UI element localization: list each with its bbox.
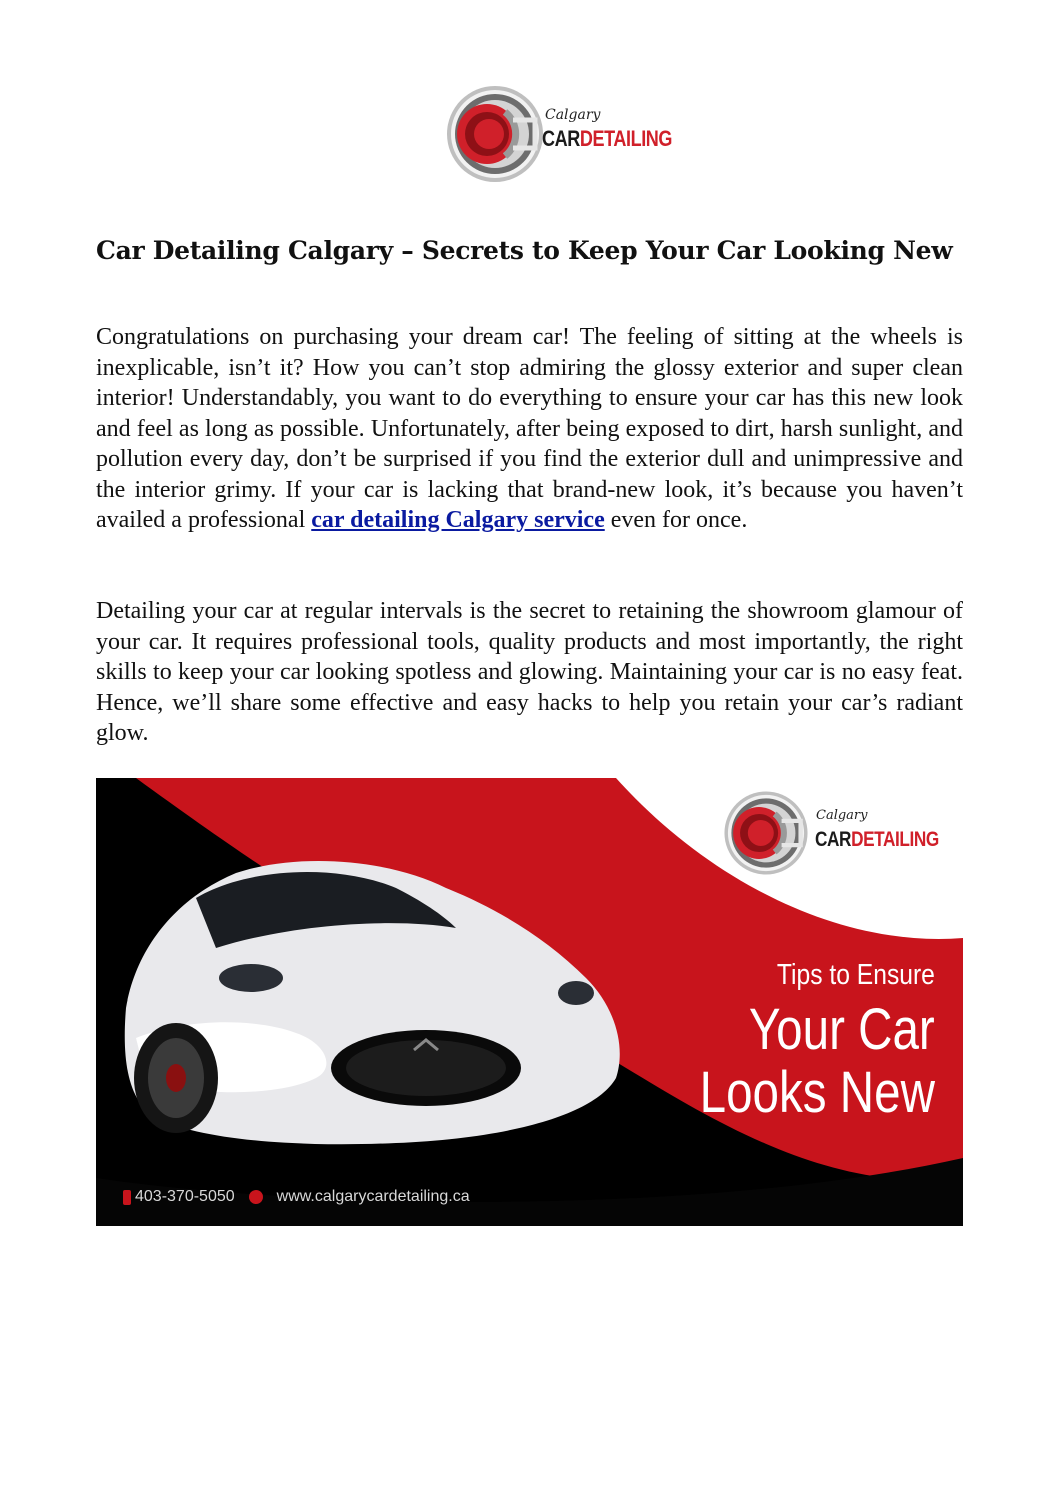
banner-tips-line: Tips to Ensure	[776, 959, 935, 991]
article-title: Car Detailing Calgary – Secrets to Keep Your Car Looking New	[96, 236, 953, 265]
phone-icon	[123, 1190, 131, 1205]
brand-logo	[445, 82, 685, 186]
globe-icon	[249, 1190, 263, 1204]
banner-contact-bar	[123, 1188, 470, 1206]
paragraph-1-tail: even for once.	[604, 507, 748, 533]
logo-script-text: Calgary	[545, 107, 601, 123]
logo-emblem-icon	[445, 82, 545, 186]
car-detailing-service-link[interactable]: car detailing Calgary service	[311, 507, 605, 533]
banner-headline-line1: Your Car	[749, 997, 935, 1062]
banner-logo-script: Calgary	[816, 808, 868, 823]
logo-word-detailing: DETAILING	[579, 126, 673, 151]
logo-word-car: CAR	[542, 126, 580, 151]
article-paragraph-1	[96, 322, 963, 536]
paragraph-1-text: Congratulations on purchasing your dream car! The feeling of sitting at the wheels is inexplicable, isn’t it? How you can’t stop admiring the glossy exterior and super clean interior! Understandably, you want to do everything to ensure your car has this new look and feel as long as possible. Unfortunately, after being exposed to dirt, harsh sunlight, and pollution every day, don’t be surprised if you find the exterior dull and unimpressive and the interior grimy. If your car is lacking that brand-new look, it’s because you haven’t availed a professional	[96, 324, 963, 533]
banner-logo	[721, 788, 961, 878]
banner-logo-word-detailing: DETAILING	[851, 828, 939, 851]
banner-website: www.calgarycardetailing.ca	[276, 1188, 470, 1205]
article-paragraph-2: Detailing your car at regular intervals is the secret to retaining the showroom glamour of your car. It requires professional tools, quality products and most importantly, the right skills to keep your car looking spotless and glowing. Maintaining your car is no easy feat. Hence, we’ll share some effective and easy hacks to help you retain your car’s radiant glow.	[96, 598, 963, 746]
banner-phone: 403-370-5050	[135, 1188, 235, 1205]
promo-banner	[96, 778, 963, 1226]
banner-headline-line2: Looks New	[699, 1060, 935, 1125]
banner-logo-emblem-icon	[721, 788, 811, 878]
logo-wordmark	[542, 126, 672, 152]
banner-logo-wordmark	[815, 828, 939, 852]
banner-logo-word-car: CAR	[815, 828, 852, 851]
